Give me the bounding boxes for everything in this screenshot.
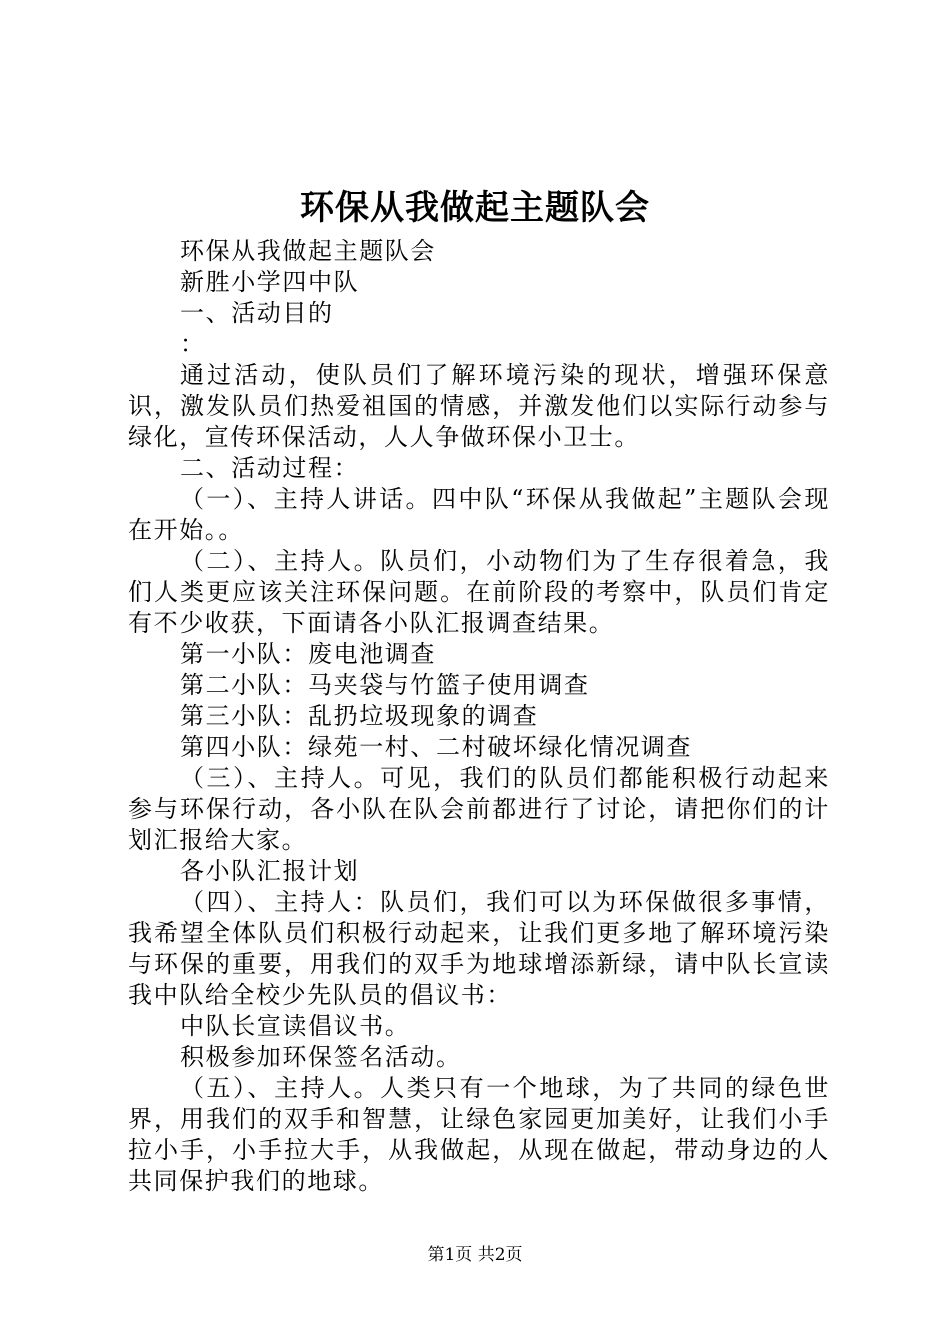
paragraph-team-4: 第四小队：绿苑一村、二村破坏绿化情况调查	[180, 733, 692, 761]
paragraph-proposal: 中队长宣读倡议书。	[180, 1012, 411, 1040]
paragraph-step-1: （一）、主持人讲话。四中队“环保从我做起”主题队会现在开始。。	[128, 485, 830, 544]
paragraph-heading-purpose: 一、活动目的	[180, 299, 334, 327]
paragraph-step-4: （四）、主持人：队员们，我们可以为环保做很多事情，我希望全体队员们积极行动起来，让我们更多地了解环境污染与环保的重要，用我们的双手为地球增添新绿，请中队长宣读我中队给全校少先队员的倡议书：	[128, 888, 830, 1009]
paragraph-team-2: 第二小队：马夹袋与竹篮子使用调查	[180, 671, 590, 699]
page-footer: 第1页 共2页	[427, 1245, 523, 1265]
paragraph-subtitle: 环保从我做起主题队会	[180, 237, 436, 265]
document-title: 环保从我做起主题队会	[300, 188, 650, 228]
paragraph-signature: 积极参加环保签名活动。	[180, 1043, 462, 1071]
paragraph-step-5: （五）、主持人。人类只有一个地球，为了共同的绿色世界，用我们的双手和智慧，让绿色家园更加美好，让我们小手拉小手，小手拉大手，从我做起，从现在做起，带动身边的人共同保护我们的地球。	[128, 1074, 830, 1195]
paragraph-step-2: （二）、主持人。队员们，小动物们为了生存很着急，我们人类更应该关注环保问题。在前阶段的考察中，队员们肯定有不少收获，下面请各小队汇报调查结果。	[128, 547, 830, 637]
paragraph-school: 新胜小学四中队	[180, 268, 360, 296]
paragraph-colon: ：	[180, 330, 206, 358]
document-body	[128, 236, 830, 1197]
paragraph-purpose: 通过活动，使队员们了解环境污染的现状，增强环保意识，激发队员们热爱祖国的情感，并激发他们以实际行动参与绿化，宣传环保活动，人人争做环保小卫士。	[128, 361, 830, 451]
paragraph-step-3: （三）、主持人。可见，我们的队员们都能积极行动起来参与环保行动，各小队在队会前都进行了讨论，请把你们的计划汇报给大家。	[128, 764, 830, 854]
paragraph-team-3: 第三小队：乱扔垃圾现象的调查	[180, 702, 539, 730]
paragraph-team-plans: 各小队汇报计划	[180, 857, 360, 885]
paragraph-team-1: 第一小队：废电池调查	[180, 640, 436, 668]
paragraph-heading-process: 二、活动过程：	[180, 454, 360, 482]
